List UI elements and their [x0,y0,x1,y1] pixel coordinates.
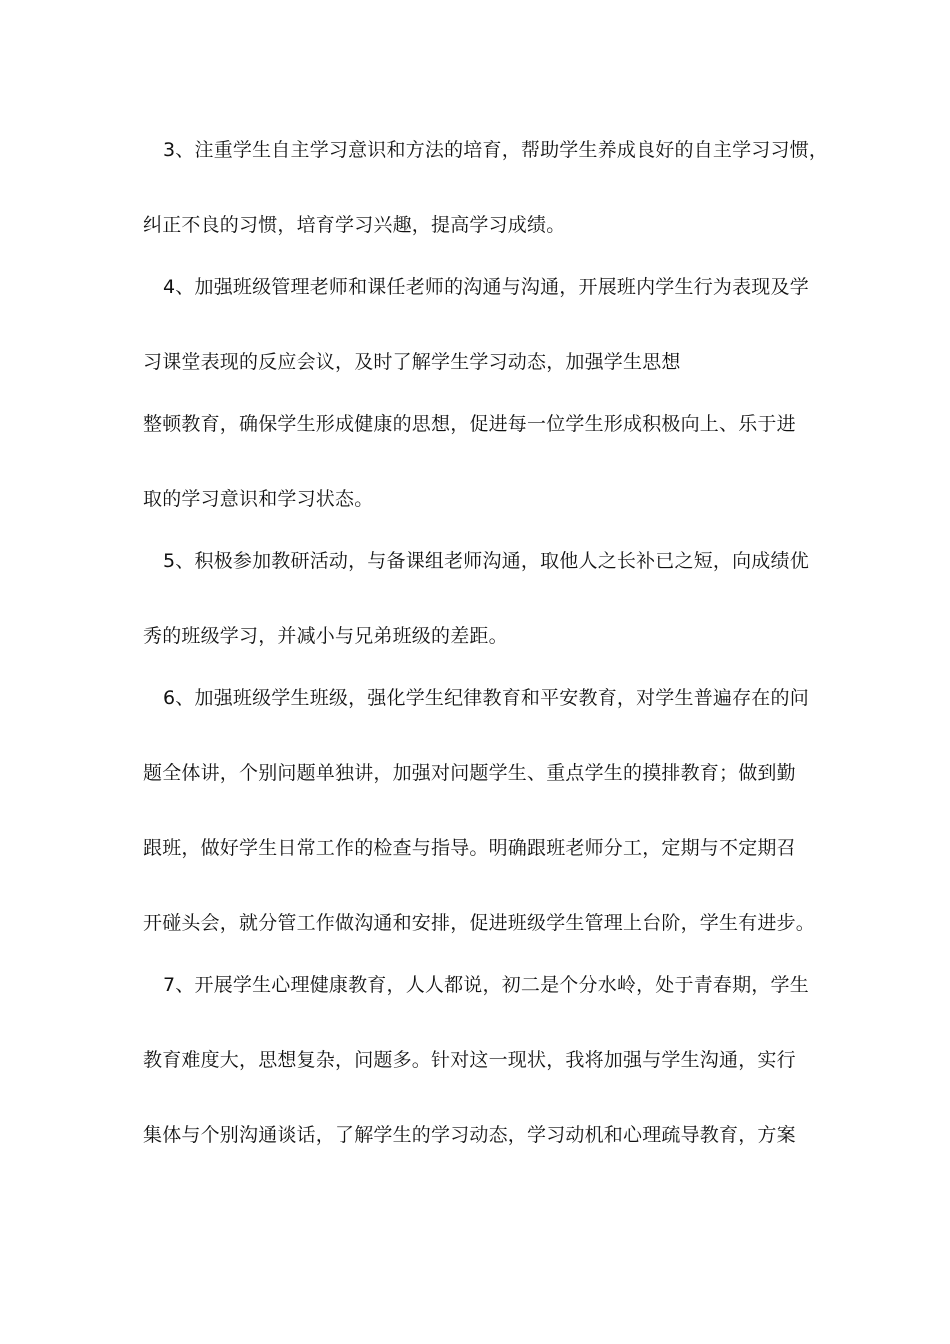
paragraph-7-line-3: 集体与个别沟通谈话，了解学生的学习动态，学习动机和心理疏导教育，方案 [143,1124,796,1146]
paragraph-3-line-2: 纠正不良的习惯，培育学习兴趣，提高学习成绩。 [143,214,566,236]
paragraph-6-line-4: 开碰头会，就分管工作做沟通和安排，促进班级学生管理上台阶，学生有进步。 [143,912,816,934]
paragraph-7-line-1: 7、开展学生心理健康教育，人人都说，初二是个分水岭，处于青春期，学生 [163,974,809,996]
paragraph-3-line-1: 3、注重学生自主学习意识和方法的培育，帮助学生养成良好的自主学习习惯， [163,139,829,161]
paragraph-7-line-2: 教育难度大，思想复杂，问题多。针对这一现状，我将加强与学生沟通，实行 [143,1049,796,1071]
paragraph-6-line-2: 题全体讲，个别问题单独讲，加强对问题学生、重点学生的摸排教育；做到勤 [143,762,796,784]
paragraph-6-line-3: 跟班，做好学生日常工作的检查与指导。明确跟班老师分工，定期与不定期召 [143,837,796,859]
paragraph-5-line-1: 5、积极参加教研活动，与备课组老师沟通，取他人之长补已之短，向成绩优 [163,550,809,572]
paragraph-4-line-2: 习课堂表现的反应会议，及时了解学生学习动态，加强学生思想 [143,351,681,373]
paragraph-5-line-2: 秀的班级学习，并减小与兄弟班级的差距。 [143,625,508,647]
paragraph-4-line-1: 4、加强班级管理老师和课任老师的沟通与沟通，开展班内学生行为表现及学 [163,276,809,298]
paragraph-6-line-1: 6、加强班级学生班级，强化学生纪律教育和平安教育，对学生普遍存在的问 [163,687,809,709]
paragraph-4-line-3: 整顿教育，确保学生形成健康的思想，促进每一位学生形成积极向上、乐于进 [143,413,796,435]
paragraph-4-line-4: 取的学习意识和学习状态。 [143,488,374,510]
